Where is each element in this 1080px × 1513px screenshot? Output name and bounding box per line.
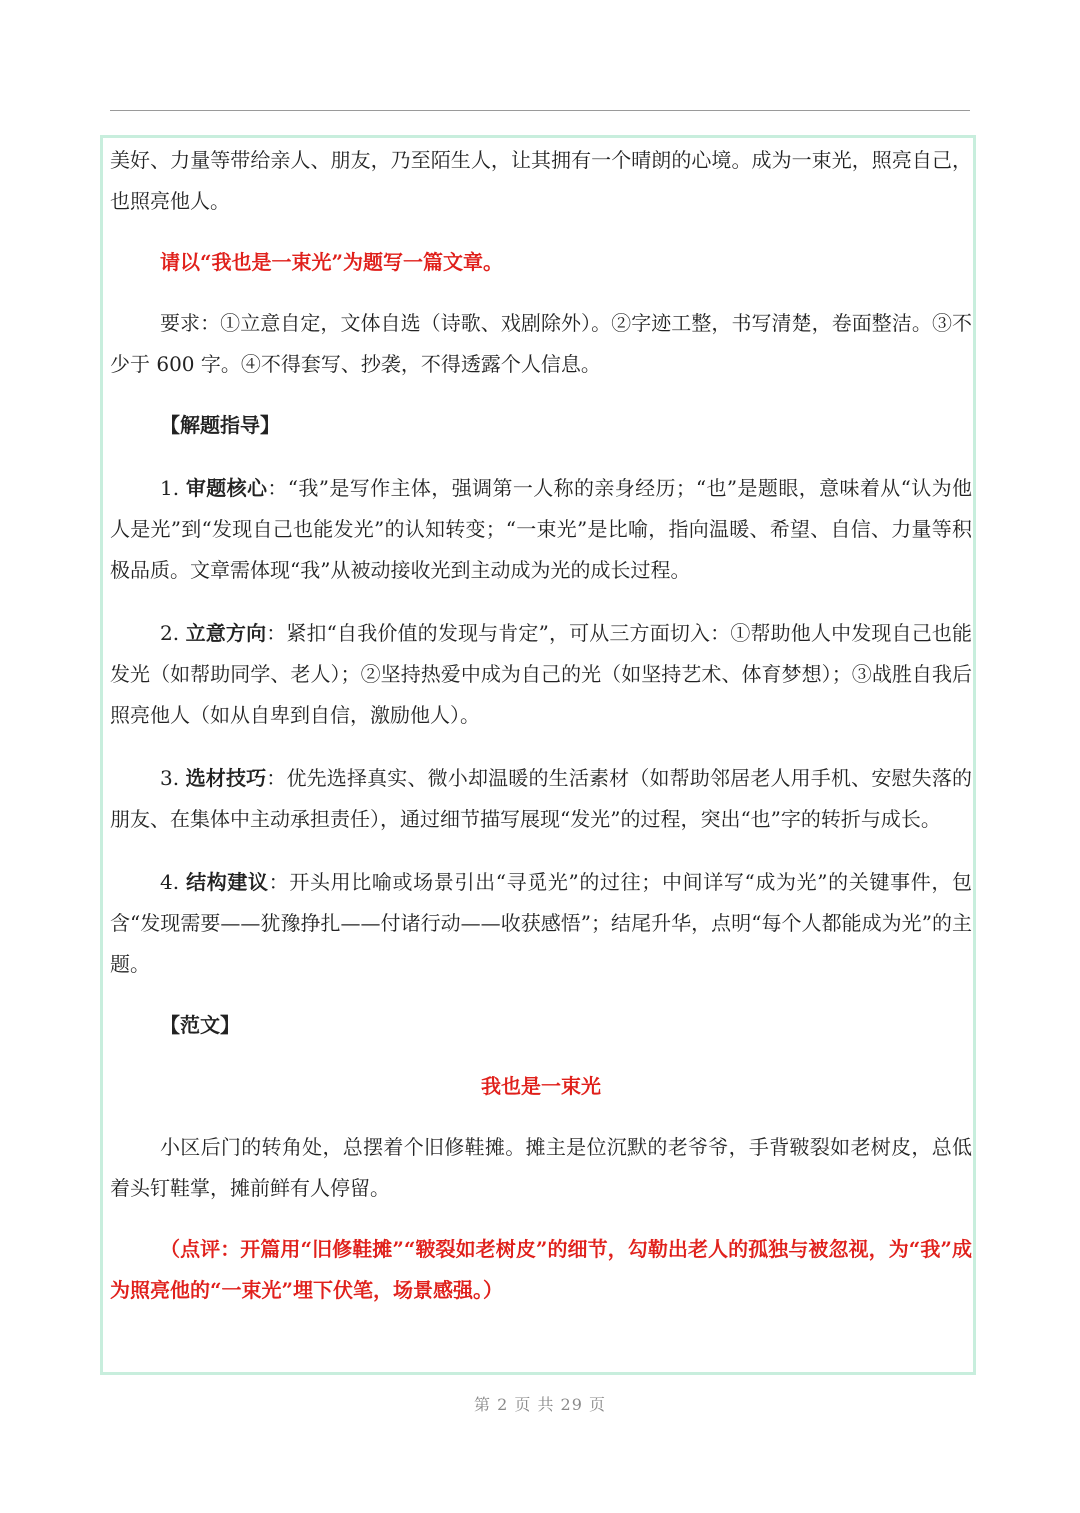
sample-heading: 【范文】 — [160, 1013, 240, 1037]
guide-item-title: 结构建议 — [186, 870, 269, 894]
guide-heading: 【解题指导】 — [160, 413, 280, 437]
guide-item-text: ：开头用比喻或场景引出“寻觅光”的过往；中间详写“成为光”的关键事件，包含“发现需要——犹豫挣扎——付诸行动——收获感悟”；结尾升华，点明“每个人都能成为光”的主题。 — [110, 870, 973, 976]
guide-item-title: 立意方向 — [185, 621, 267, 645]
page-number: 第 2 页 共 29 页 — [474, 1395, 606, 1414]
writing-prompt: 请以“我也是一束光”为题写一篇文章。 — [160, 250, 504, 274]
guide-item-title: 选材技巧 — [185, 766, 267, 790]
guide-item-number: 2. — [160, 621, 180, 645]
guide-item-title: 审题核心 — [185, 476, 268, 500]
guide-item-number: 3. — [160, 766, 180, 790]
guide-item-1 — [110, 468, 972, 591]
guide-item-2 — [110, 613, 972, 736]
guide-item-4 — [110, 862, 972, 985]
requirements-paragraph: 要求：①立意自定，文体自选（诗歌、戏剧除外）。②字迹工整，书写清楚，卷面整洁。③不少于 600 字。④不得套写、抄袭，不得透露个人信息。 — [110, 311, 972, 376]
guide-item-number: 1. — [160, 476, 180, 500]
essay-paragraph: 小区后门的转角处，总摆着个旧修鞋摊。摊主是位沉默的老爷爷，手背皲裂如老树皮，总低着头钉鞋掌，摊前鲜有人停留。 — [110, 1135, 972, 1200]
guide-item-number: 4. — [160, 870, 180, 894]
intro-paragraph: 美好、力量等带给亲人、朋友，乃至陌生人，让其拥有一个晴朗的心境。成为一束光，照亮自己，也照亮他人。 — [110, 148, 972, 213]
guide-item-3 — [110, 758, 972, 840]
essay-title: 我也是一束光 — [481, 1074, 601, 1098]
guide-item-text: ：紧扣“自我价值的发现与肯定”，可从三方面切入：①帮助他人中发现自己也能发光（如帮助同学、老人）；②坚持热爱中成为自己的光（如坚持艺术、体育梦想）；③战胜自我后照亮他人（如从自卑到自信，激励他人）。 — [110, 621, 972, 727]
page-content — [110, 140, 972, 1311]
guide-item-text: ：优先选择真实、微小却温暖的生活素材（如帮助邻居老人用手机、安慰失落的朋友、在集体中主动承担责任），通过细节描写展现“发光”的过程，突出“也”字的转折与成长。 — [110, 766, 973, 831]
comment-paragraph: （点评：开篇用“旧修鞋摊”“皲裂如老树皮”的细节，勾勒出老人的孤独与被忽视，为“我”成为照亮他的“一束光”埋下伏笔，场景感强。） — [110, 1237, 972, 1302]
guide-item-text: ：“我”是写作主体，强调第一人称的亲身经历；“也”是题眼，意味着从“认为他人是光”到“发现自己也能发光”的认知转变；“一束光”是比喻，指向温暖、希望、自信、力量等积极品质。文章需体现“我”从被动接收光到主动成为光的成长过程。 — [110, 476, 973, 582]
header-rule — [110, 110, 970, 111]
